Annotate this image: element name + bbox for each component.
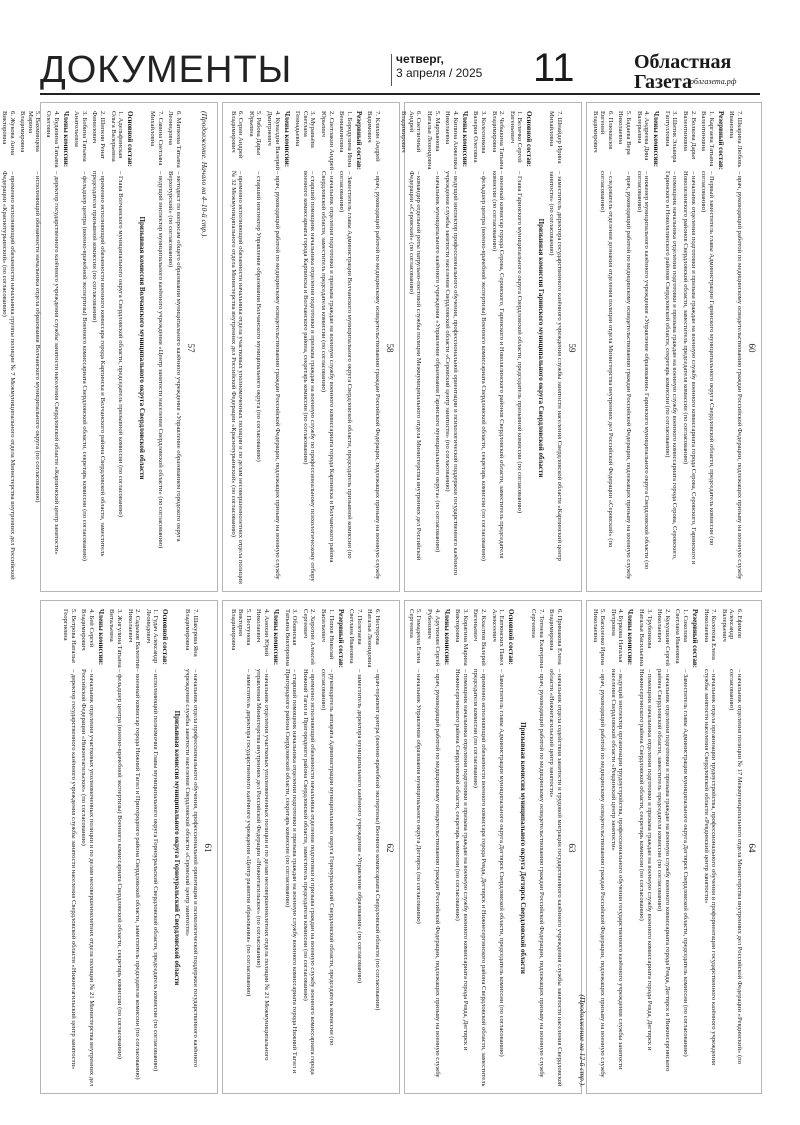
- member-position: – заместитель директора государственного казённого учреждения «Центр развития образования» (по согласованию): [244, 669, 252, 997]
- member-name: 5. Ветрова Наталья Георгиевна: [62, 609, 77, 663]
- member-position: – Глава Гаринского муниципального округа Свердловской области, председатель призывной комиссии (по согласованию): [516, 171, 524, 514]
- member-row: [319, 111, 334, 585]
- member-row: [472, 111, 487, 585]
- member-name: 3. Колесникова Валерия Олеговна: [472, 111, 488, 163]
- member-position: – Заместитель главы Администрации муниципального округа Дегтярск Свердловской области, председатель комиссии (по согласованию): [682, 669, 690, 1057]
- rotated-content: [405, 601, 583, 1095]
- rotated-content: [587, 103, 763, 593]
- member-row: [444, 111, 459, 585]
- member-position: – врач, руководящий работой по медицинскому освидетельствованию граждан Российской Федерации, подлежащих призыву на военную службу: [736, 171, 743, 580]
- roster-heading: Резервный состав:: [691, 609, 700, 669]
- member-row: [229, 111, 244, 585]
- member-name: 1. Соколова Светлана Ивановна: [674, 609, 690, 664]
- member-position: – Первый заместитель главы Администрации Гаринского муниципального округа Свердловской области, председатель комиссии (по согласованию): [700, 171, 715, 546]
- commission-title: Призывная комиссия муниципального округа Дегтярск Свердловской области: [518, 722, 527, 974]
- member-row: [720, 609, 743, 1087]
- member-position: – старший помощник начальника отделения подготовки и призыва граждан на военную службу по профессиональному психологическому отбору военного комиссариата города Карпинска и Волчанского района, секретарь комиссии (по согласованию): [301, 171, 317, 582]
- member-row: [348, 609, 363, 1087]
- member-name: 1. Евтюнских Павел Алексеевич: [490, 609, 506, 666]
- member-row: [635, 111, 650, 585]
- member-row: [126, 609, 141, 1087]
- member-row: [728, 111, 743, 585]
- continuation-note: (Продолжение на 12-й стр.).: [578, 994, 588, 1087]
- member-row: [109, 111, 124, 585]
- roster-heading: Резервный состав:: [716, 111, 725, 171]
- member-row: [61, 609, 76, 1087]
- member-name: 3. Жигулина Татьяна Витальевна: [108, 609, 124, 668]
- member-position: – руководитель аппарата Администрации муниципального округа Горноуральский Свердловской области, председатель комиссии (по согласованию): [320, 669, 335, 1046]
- commission-title: Призывная комиссия Волчанского муниципального округа Свердловской области: [137, 216, 146, 480]
- member-position: – врач, руководящий работой по медицинскому освидетельствованию граждан Российской Федерации, подлежащих призыву на военную службу: [433, 669, 441, 1078]
- masthead: [40, 46, 760, 93]
- member-name: 7. Шакурова Яна Владимировна: [184, 609, 199, 657]
- member-name: 3. Шитик Эльвира Гаптулловна: [663, 111, 679, 163]
- weekday: четверг,: [396, 52, 444, 66]
- member-name: 5. Рябова Дарья Юрьевна: [247, 111, 263, 156]
- member-row: [1, 111, 16, 585]
- member-name: 5. Вахминцева Марина Владимировна: [19, 111, 42, 153]
- member-name: 4. Кувалдин Валерий Дмитриевич: [266, 111, 281, 171]
- member-name: 3. Корягина Марина Викторовна: [454, 609, 469, 666]
- member-row: [702, 609, 717, 1087]
- member-position: – временно исполняющий обязанности военного комиссара города Карпинска и Волчанского района Свердловской области, заместитель председателя призывной комиссии (по согласованию): [91, 171, 107, 557]
- section-title: ДОКУМЕНТЫ: [40, 49, 293, 91]
- member-row: [108, 609, 123, 1087]
- member-position: – директор государственного казённого учреждения службы занятости населения Свердловской области «Нижнетагильский центр занятости»: [69, 669, 77, 1070]
- member-name: 1. Каргаева Татьяна Валентиновна: [700, 111, 715, 167]
- block-number: 59: [567, 343, 577, 353]
- member-name: 2. Садыков Валентин Николаевич: [126, 609, 142, 669]
- member-position: – помощник начальника отделения подготовки и призыва граждан на военную службу военного комиссариата города Ревда, Дегтярск и Нижнесергинского района Свердловской области, секретарь комиссии (по согласованию): [454, 669, 469, 1051]
- member-name: 3. Обоянская Татьяна Викторовна: [283, 609, 299, 666]
- member-position: – старший инспектор Управления образования Волчанского муниципального округа (по согласованию): [255, 171, 263, 462]
- document-panel: [1, 102, 762, 1094]
- member-position: – военный комиссар города Нижний Тагил и Пригородного района Свердловской области, заместитель председателя комиссии (по согласованию): [134, 669, 142, 1080]
- member-name: 2. Светлакин Андрей Юрьевич: [320, 111, 335, 171]
- member-name: 7. Шкарина Любовь Ивановна: [728, 111, 743, 168]
- member-name: 4. Анохин Юрий Николаевич: [255, 609, 271, 657]
- date: 3 апреля / 2025: [396, 66, 483, 80]
- rotated-content: [223, 601, 401, 1095]
- member-position: – инженер муниципального казённого учреждения «Управление образования» Гаринского муниципального округа Свердловской области (по согласованию): [635, 171, 651, 570]
- member-name: 7. Савина Светлана Михайловна: [149, 111, 164, 166]
- member-position: – врач, руководящий работой по медицинскому освидетельствованию граждан Российской Федерации, подлежащих призыву на военную службу: [374, 171, 381, 580]
- rotated-content: [1, 103, 219, 593]
- member-row: [454, 609, 469, 1087]
- newspaper-logo: [634, 51, 737, 93]
- member-row: [301, 609, 316, 1087]
- member-position: – старший помощник начальника отделения подготовки и призыва граждан на военную службу военного комиссариата города Нижний Тагил и Пригородного района Свердловской области, секретарь комиссии (по согласованию): [283, 669, 299, 1074]
- member-position: – ведущий инспектор профессионального обучения, профессиональной ориентации и психологической поддержки государственного казённого учреждения службы занятости населения Свердловской области «Серовский центр занятости» (по согласованию): [444, 171, 459, 576]
- member-position: – ведущий инспектор организации трудоустройства, профессионального обучения государственного казённого учреждения службы занятости населения Свердловской области «Ревдинский центр занятости»: [609, 669, 625, 1070]
- member-row: [674, 609, 689, 1087]
- member-name: 2. Хоротин Алексей Сергеевич: [301, 609, 317, 665]
- member-name: 1. Величко Сергей Евгеньевич: [508, 111, 524, 163]
- member-name: 4. Андреева Дина Валерьевна: [635, 111, 651, 161]
- member-row: [91, 111, 106, 585]
- roster-heading: Резервный состав:: [354, 111, 363, 171]
- member-row: [229, 609, 252, 1087]
- member-row: [609, 609, 624, 1087]
- commission-title: Призывная комиссия Гаринского муниципального округа Свердловской области: [536, 218, 545, 478]
- member-name: 7. Колотова Елена Николаевна: [702, 609, 718, 660]
- member-row: [508, 111, 523, 585]
- member-row: [265, 111, 280, 585]
- rotated-content: [400, 103, 583, 593]
- member-position: – заместитель директора государственного казённого учреждения службы занятости населения Свердловской области «Карпинский центр занятости» (по согласованию): [548, 171, 563, 561]
- logo-line-1: Областная: [634, 51, 732, 73]
- block-number: 64: [747, 843, 757, 853]
- member-row: [407, 609, 422, 1087]
- member-name: 4. Бей Сергей Владимирович: [80, 609, 95, 651]
- member-position: – начальник отделения подготовки и призыва граждан на военную службу военного комиссариата города Серова, Серовского, Гаринского и Новолялинского районов Свердловской области, заместитель председателя комиссии (по согласованию): [682, 171, 697, 565]
- member-row: [366, 609, 381, 1087]
- site-url: облгазета.рф: [690, 77, 737, 86]
- member-position: – начальник отделения подготовки и призыва граждан на военную службу военного комиссариата города Карпинска и Волчанского района Свердловской области, заместитель председателя комиссии (по согласованию): [320, 171, 335, 563]
- member-row: [247, 111, 262, 585]
- member-row: [425, 111, 440, 585]
- text-block: [400, 102, 582, 592]
- member-row: [681, 111, 696, 585]
- member-row: [530, 609, 545, 1087]
- member-position: – начальник отдела организации трудоустройства, профессионального обучения и профориентации государственного казённого учреждения службы занятости населения Свердловской области «Ревдинский центр занятости»: [702, 669, 718, 1066]
- text-block: [578, 600, 762, 1094]
- member-name: 2. Чебыкина Татьяна Владимировна: [490, 111, 506, 170]
- member-name: 3. Бобина Татьяна Анатольевна: [73, 111, 88, 162]
- member-position: – Глава Волчанского муниципального округа Свердловской области, председатель призывной комиссии (по согласованию): [117, 171, 125, 517]
- rotated-content: [41, 601, 219, 1095]
- member-position: – врач, руководящий работой по медицинскому освидетельствованию граждан Российской Федерации, подлежащих призыву на военную службу: [599, 669, 607, 1078]
- member-row: [548, 111, 563, 585]
- member-row: [19, 111, 42, 585]
- member-position: – командир отдельной роты патрульно-постовой службы полиции Межмуниципального отдела Министерства внутренних дел Российской Федерации «Серовский» (по согласованию): [407, 171, 423, 561]
- member-row: [591, 609, 606, 1087]
- text-block: [404, 600, 582, 1094]
- member-row: [80, 609, 95, 1087]
- member-position: – временно исполняющий обязанности начальника группы полиции № 7 Межмуниципального отдела Министерства внутренних дел Российской Федерации «Краснотурьинский» (по согласованию): [1, 171, 16, 580]
- logo-line-2: Газета: [634, 71, 692, 93]
- member-row: [319, 609, 334, 1087]
- member-name: 1. Адельфинская Ольга Валерьевна: [109, 111, 125, 162]
- block-number: 61: [203, 843, 213, 853]
- roster-heading: Члены комиссии:: [460, 111, 469, 168]
- member-name: 3. Трубникова Наталья Васильевна: [638, 609, 653, 667]
- member-row: [490, 609, 505, 1087]
- member-name: 4. Арутюнян Сергей Рубенович: [426, 609, 441, 667]
- text-block: [222, 102, 400, 592]
- member-position: – врач, руководящий работой по медицинскому освидетельствованию граждан Российской Федерации, подлежащих призыву на военную службу: [625, 171, 633, 580]
- member-position: – начальник отделения полиции № 17 Межмуниципального отдела Министерства внутренних дел Российской Федерации «Ревдинский» (по согласованию): [728, 669, 743, 1064]
- member-position: – врач-терапевт центра (военно-врачебной экспертизы) Военного комиссариата Свердловской области (по согласованию): [374, 669, 381, 1011]
- member-row: [700, 111, 715, 585]
- member-row: [656, 609, 671, 1087]
- member-position: – Заместитель главы Администрации Волчанского муниципального округа Свердловской области, председатель призывной комиссии (по согласованию): [338, 171, 353, 559]
- text-block: [222, 600, 400, 1094]
- block-number: 58: [385, 343, 395, 353]
- member-row: [184, 609, 199, 1087]
- member-name: 1. Гудач Александр Леонидович: [144, 609, 160, 664]
- roster-heading: Члены комиссии:: [282, 111, 291, 168]
- member-row: [283, 609, 298, 1087]
- member-row: [73, 111, 88, 585]
- member-position: – временно исполняющий обязанности начальника отделения подготовки и призыва граждан на военную службу военного комиссариата города Нижний Тагил и Пригородного района Свердловской области, заместитель председателя комиссии (по согласованию): [301, 669, 317, 1075]
- text-block: [586, 102, 762, 592]
- member-name: 6. Светличный Андрей Владимирович: [400, 111, 423, 153]
- member-row: [472, 609, 487, 1087]
- member-position: – Заместитель главы Администрации муниципального округа Дегтярск Свердловской области, председатель комиссии (по согласованию): [498, 669, 506, 1057]
- header-divider: [391, 54, 392, 86]
- member-position: – фельдшер центра (военно-врачебной экспертизы) Военного комиссариата Свердловской области, секретарь комиссии (по согласованию): [80, 171, 88, 561]
- roster-heading: Члены комиссии:: [61, 111, 70, 168]
- member-row: [338, 111, 353, 585]
- roster-heading: Основной состав:: [507, 609, 516, 665]
- roster-heading: Резервный состав:: [336, 609, 345, 669]
- member-position: – начальник отдела содействия занятости и трудовой миграции государственного казённого учреждения службы занятости населения Свердловской области «Нижнетагильский центр занятости»: [548, 669, 563, 1087]
- member-name: 6. Ефимов Александр Валерьевич: [720, 609, 743, 642]
- member-position: – военный комиссар города Серова, Серовского, Гаринского и Новолялинского районов Свердловской области, заместитель председателя комиссии (по согласованию): [490, 171, 506, 559]
- roster-heading: Основной состав:: [161, 609, 170, 665]
- roster-heading: Члены комиссии:: [626, 609, 635, 666]
- member-position: – фельдшер центра (военно-врачебной экспертизы) Военного комиссариата Свердловской области, секретарь комиссии (по согласованию): [116, 669, 124, 1059]
- rotated-content: [578, 601, 763, 1095]
- commission-title: Призывная комиссия муниципального округа Горноуральский Свердловской области: [172, 710, 181, 986]
- member-position: – начальник муниципального казённого учреждения «Управление образования Гаринского муниципального округа» (по согласованию): [433, 171, 441, 553]
- member-name: 6. Примакова Елена Владимировна: [548, 609, 563, 665]
- member-position: – помощник начальника отделения подготовки и призыва граждан на военную службу военного комиссариата города Ревда, Дегтярск и Нижнесергинского района Свердловской области, секретарь комиссии (по согласованию): [638, 669, 653, 1051]
- member-name: 7. Кляхин Андрей Вадимович: [366, 111, 381, 162]
- member-name: 3. Муравьёва Светлана Геннадьевна: [294, 111, 317, 148]
- member-name: 1. Бородулина Инна Вениаминовна: [338, 111, 353, 168]
- continuation-note: (Продолжение. Начало на 4–10-й стр.).: [200, 111, 209, 239]
- roster-heading: Члены комиссии:: [96, 609, 105, 666]
- member-position: – следователь отделения дознания отделения полиции отдела Министерства внутренних дел Российской Федерации «Серовский» (по согласованию): [599, 171, 614, 548]
- header-rule: [40, 93, 760, 95]
- roster-heading: Члены комиссии:: [652, 111, 661, 168]
- roster-heading: Члены комиссии:: [442, 609, 451, 666]
- block-number: 57: [186, 343, 196, 353]
- member-position: – заместитель директора муниципального казённого учреждения «Управление образования» (по согласованию): [355, 669, 363, 984]
- member-position: – ведущий инспектор муниципального казённого учреждения «Центр занятости населения Свердловской области» (по согласованию): [156, 171, 164, 549]
- member-position: – помощник начальника отделения подготовки и призыва граждан на военную службу военного комиссариата города Серова, Серовского, Гаринского и Новолялинского районов Свердловской области, секретарь комиссии (по согласованию): [663, 171, 679, 560]
- member-row: [366, 111, 381, 585]
- member-row: [663, 111, 678, 585]
- member-name: 4. Буркова Наталья Петровна: [609, 609, 625, 663]
- member-row: [425, 609, 440, 1087]
- block-number: 63: [567, 843, 577, 853]
- member-name: 6. Матвеева Татьяна Леонидовна: [167, 111, 182, 168]
- member-name: 5. Пестунова Виктория Владимировна: [229, 609, 252, 651]
- member-row: [591, 111, 614, 585]
- block-number: 60: [747, 343, 757, 353]
- member-row: [167, 111, 182, 585]
- member-name: 1. Попов Николай Васильевич: [320, 609, 335, 660]
- member-row: [149, 111, 164, 585]
- member-name: 7. Полетаева Светлана Ивановна: [348, 609, 363, 664]
- member-position: – начальник отдела профессионального обучения, профессиональной ориентации и психологической поддержки государственного казённого учреждения службы занятости населения Свердловской области «Серовский центр занятости»: [184, 669, 199, 1068]
- member-position: – начальник отделения подготовки и призыва граждан на военную службу военного комиссариата города Ревда, Дегтярск и Нижнесергинского района Свердловской области, заместитель председателя комиссии (по согласованию): [656, 669, 671, 1072]
- member-name: 5. Василенко Ирина Николаевна: [591, 609, 607, 665]
- member-row: [548, 609, 563, 1087]
- member-row: [400, 111, 423, 585]
- member-position: – исполняющий обязанности начальника отдела образования Волчанского муниципального округа (по согласованию): [34, 171, 42, 503]
- member-position: – начальник Управления образования муниципального округа Дегтярск (по согласованию): [415, 669, 423, 924]
- issue-date: [396, 52, 482, 80]
- member-position: – врач, руководящий работой по медицинскому освидетельствованию граждан Российской Федерации, подлежащих призыву на военную службу: [273, 171, 281, 580]
- member-row: [144, 609, 159, 1087]
- member-row: [617, 111, 632, 585]
- member-name: 2. Кукушкин Сергей Николаевич: [656, 609, 671, 666]
- rotated-content: [223, 103, 401, 593]
- member-position: – временно исполняющий обязанности военного комиссара города Ревда, Дегтярск и Нижнесергинского района Свердловской области, заместитель председателя комиссии (по согласованию): [472, 669, 488, 1087]
- member-position: – временно исполняющий обязанности начальника отдела участковых уполномоченных полиции и по делам несовершеннолетних отдела полиции № 32 Межмуниципального отдела Министерства внутренних дел Российской Федерации «Краснотурьинский» (по согласованию): [229, 171, 245, 584]
- text-block: [40, 600, 218, 1094]
- member-name: 6. Нестерова Наталья Леонидовна: [366, 609, 381, 668]
- text-block: [1, 102, 218, 592]
- member-name: 2. Шипкин Ренат Финилович: [91, 111, 107, 159]
- member-name: 4. Буданина Татьяна Олеговна: [45, 111, 60, 168]
- member-position: – начальник отделения участковых уполномоченных полиции и по делам несовершеннолетних отдела полиции № 21 Министерства внутренних дел Российской Федерации «Нижнетагильское» (по согласованию): [80, 669, 95, 1087]
- member-row: [637, 609, 652, 1087]
- member-name: 7. Тотнева Екатерина Сергеевна: [530, 609, 545, 669]
- roster-heading: Основной состав:: [525, 111, 534, 167]
- roster-heading: Члены комиссии:: [272, 609, 281, 666]
- member-name: 4. Кипина Анжелика Николаевна: [444, 111, 459, 170]
- member-name: 6. Серин Андрей Владимирович: [229, 111, 245, 159]
- member-name: 2. Кхылтов Валерий Евгеньевич: [472, 609, 488, 666]
- member-name: 5. Гимадеева Елена Сергеевна: [407, 609, 423, 664]
- member-row: [294, 111, 317, 585]
- member-position: – фельдшер центра (военно-врачебной экспертизы) Военного комиссариата Свердловской области, секретарь комиссии (по согласованию): [480, 171, 488, 561]
- member-name: 7. Шнайдер Ирина Михайловна: [548, 111, 563, 164]
- block-number: 62: [385, 843, 395, 853]
- member-row: [44, 111, 59, 585]
- member-name: 5. Мартьянова Наталья Леонидовна: [426, 111, 441, 170]
- page-number: 11: [533, 46, 575, 90]
- member-position: – исполняющий полномочия Главы муниципального округа Горноуральский Свердловской области, председатель комиссии (по согласованию): [152, 669, 160, 1072]
- member-position: – врач, руководящий работой по медицинскому освидетельствованию граждан Российской Федерации, подлежащих призыву на военную службу: [537, 669, 545, 1078]
- member-row: [490, 111, 505, 585]
- roster-heading: Основной состав:: [126, 111, 135, 167]
- member-position: – методист по вопросам общего образования муниципального казённого учреждения «Управление образованием городского округа Верхотурский» (по согласованию): [167, 171, 182, 542]
- member-row: [255, 609, 270, 1087]
- member-position: – директор государственного казённого учреждения службы занятости населения Свердловской области «Карпинский центр занятости»: [52, 171, 60, 555]
- member-name: 5. Бадаева Вера Николаевна: [617, 111, 633, 155]
- member-name: 2. Волкова Дарья Валентиновна: [682, 111, 697, 160]
- member-position: – начальник отделения участковых уполномоченных полиции и по делам несовершеннолетних отдела полиции № 21 Межмуниципального управления Министерства внутренних дел Российской Федерации «Нижнетагильское» (по согласованию): [255, 669, 271, 1061]
- member-name: 6. Плюквалов Евгений Владимирович: [591, 111, 614, 153]
- member-name: 6. Жукова Анна Викторовна: [1, 111, 16, 155]
